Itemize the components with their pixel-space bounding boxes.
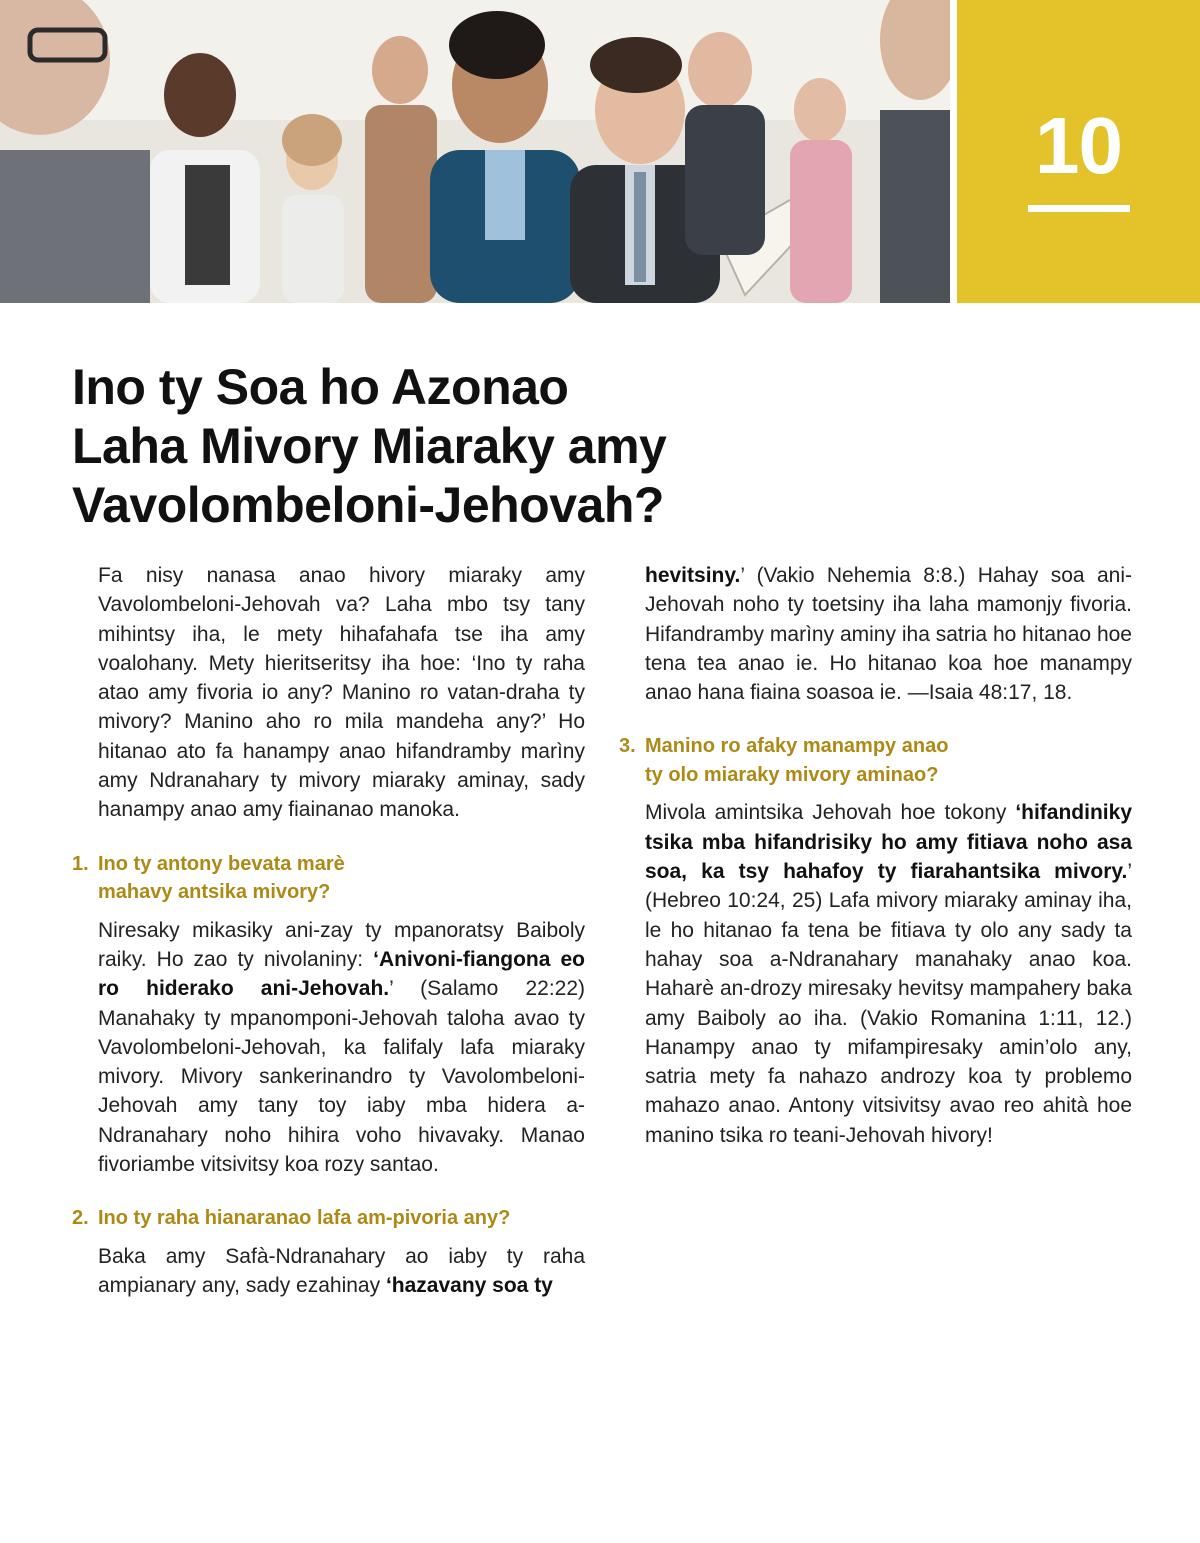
header-photo [0,0,950,303]
question-3-heading [619,732,1132,789]
question-2-number: 2. [72,1207,89,1230]
title-line-3: Vavolombeloni-Jehovah? [72,477,664,533]
question-1-number: 1. [72,852,89,875]
answer-3-text-end: ’ (Hebreo 10:24, 25) Lafa mivory miaraky aminay iha, le ho hitanao fa tena be fitiava ty olo any sady ta hahay soa a-Ndranahary manahaky anao koa. Haharè an-drozy miresaky hevitsy mampahery baka amy Baiboly ao iha. (Vakio Romanina 1:11, 12.) Hanampy anao ty mifampiresaky amin’olo any, satria mety fa nahazo androzy koa ty problemo mahazo anao. Antony vitsivitsy avao reo ahità hoe manino tsika ro teani-Jehovah hivory! [645,860,1132,1147]
question-1-heading [72,850,585,907]
question-1-line-2: mahavy antsika mivory? [98,881,331,904]
question-3-line-2: ty olo miaraky mivory aminao? [645,763,939,786]
lesson-number-underline [1028,205,1130,212]
intro-paragraph: Fa nisy nanasa anao hivory miaraky amy Vavolombeloni-Jehovah va? Laha mbo tsy tany mihintsy iha, le mety hihafahafa tse iha amy voalohany. Mety hieritseritsy iha hoe: ‘Ino ty raha atao amy fivoria io any? Manino ro vatan-draha ty mivory? Manino aho ro mila mandeha any?’ Ho hitanao ato fa hanampy anao hifandramby marìny amy Ndranahary ty mivory miaraky aminay, sady hanampy anao amy fiainanao manoka. [98,564,585,822]
question-3-line-1: Manino ro afaky manampy anao [645,735,949,758]
left-column [72,561,585,1300]
title-line-1: Ino ty Soa ho Azonao [72,359,569,415]
answer-2-scripture-quote-end: hevitsiny. [645,564,741,587]
question-2-line-1: Ino ty raha hianaranao lafa am-pivoria any? [98,1207,511,1230]
answer-2-text-end: ’ (Vakio Nehemia 8:8.) Hahay soa ani-Jehovah noho ty toetsiny iha laha mamonjy fivoria. Hifandramby marìny aminy iha satria ho hitanao hoe tena tea anao ie. Ho hitanao koa hoe manampy anao hana fiaina soasoa ie. —Isaia 48:17, 18. [645,564,1132,705]
answer-2-scripture-quote-start: ‘hazavany soa ty [385,1274,553,1298]
answer-3-text-start: Mivola amintsika Jehovah hoe tokony [645,801,1016,825]
answer-2-text-start: Baka amy Safà-Ndranahary ao iaby ty raha ampianary any, sady ezahinay [98,1244,585,1298]
meeting-photo-illustration [0,0,950,303]
lesson-number: 10 [1035,101,1122,190]
title-line-2: Laha Mivory Miaraky amy [72,418,667,474]
right-column [619,561,1132,1150]
page-title [72,358,872,535]
question-3-number: 3. [619,735,636,758]
answer-1-text-end: ’ (Salamo 22:22) Manahaky ty mpanomponi-Jehovah taloha avao ty Vavolombeloni-Jehovah, ka falifaly lafa miaraky mivory. Mivory sankerinandro ty Vavolombeloni-Jehovah amy tany toy iaby mba hidera a-Ndranahary noho hihira voho hivavaky. Manao fivoriambe vitsivitsy koa rozy santao. [98,977,585,1177]
answer-2-paragraph-start [98,1242,585,1301]
question-2-heading [72,1204,585,1233]
answer-3-scripture-quote: ‘hifandiniky tsika mba hifandrisiky ho amy fitiava noho asa soa, ka tsy hahafoy ty fiarahantsika mivory. [645,801,1132,884]
answer-1-scripture-quote: ‘Anivoni-fiangona eo ro hiderako ani-Jehovah. [98,947,585,1001]
answer-1-paragraph [98,916,585,1180]
answer-3-paragraph [645,798,1132,1150]
lesson-number-box [957,0,1200,303]
answer-1-text-start: Niresaky mikasiky ani-zay ty mpanoratsy Baiboly raiky. Ho zao ty nivolaniny: [98,918,585,971]
answer-2-paragraph-continued [645,561,1132,707]
question-1-line-1: Ino ty antony bevata marè [98,852,345,875]
